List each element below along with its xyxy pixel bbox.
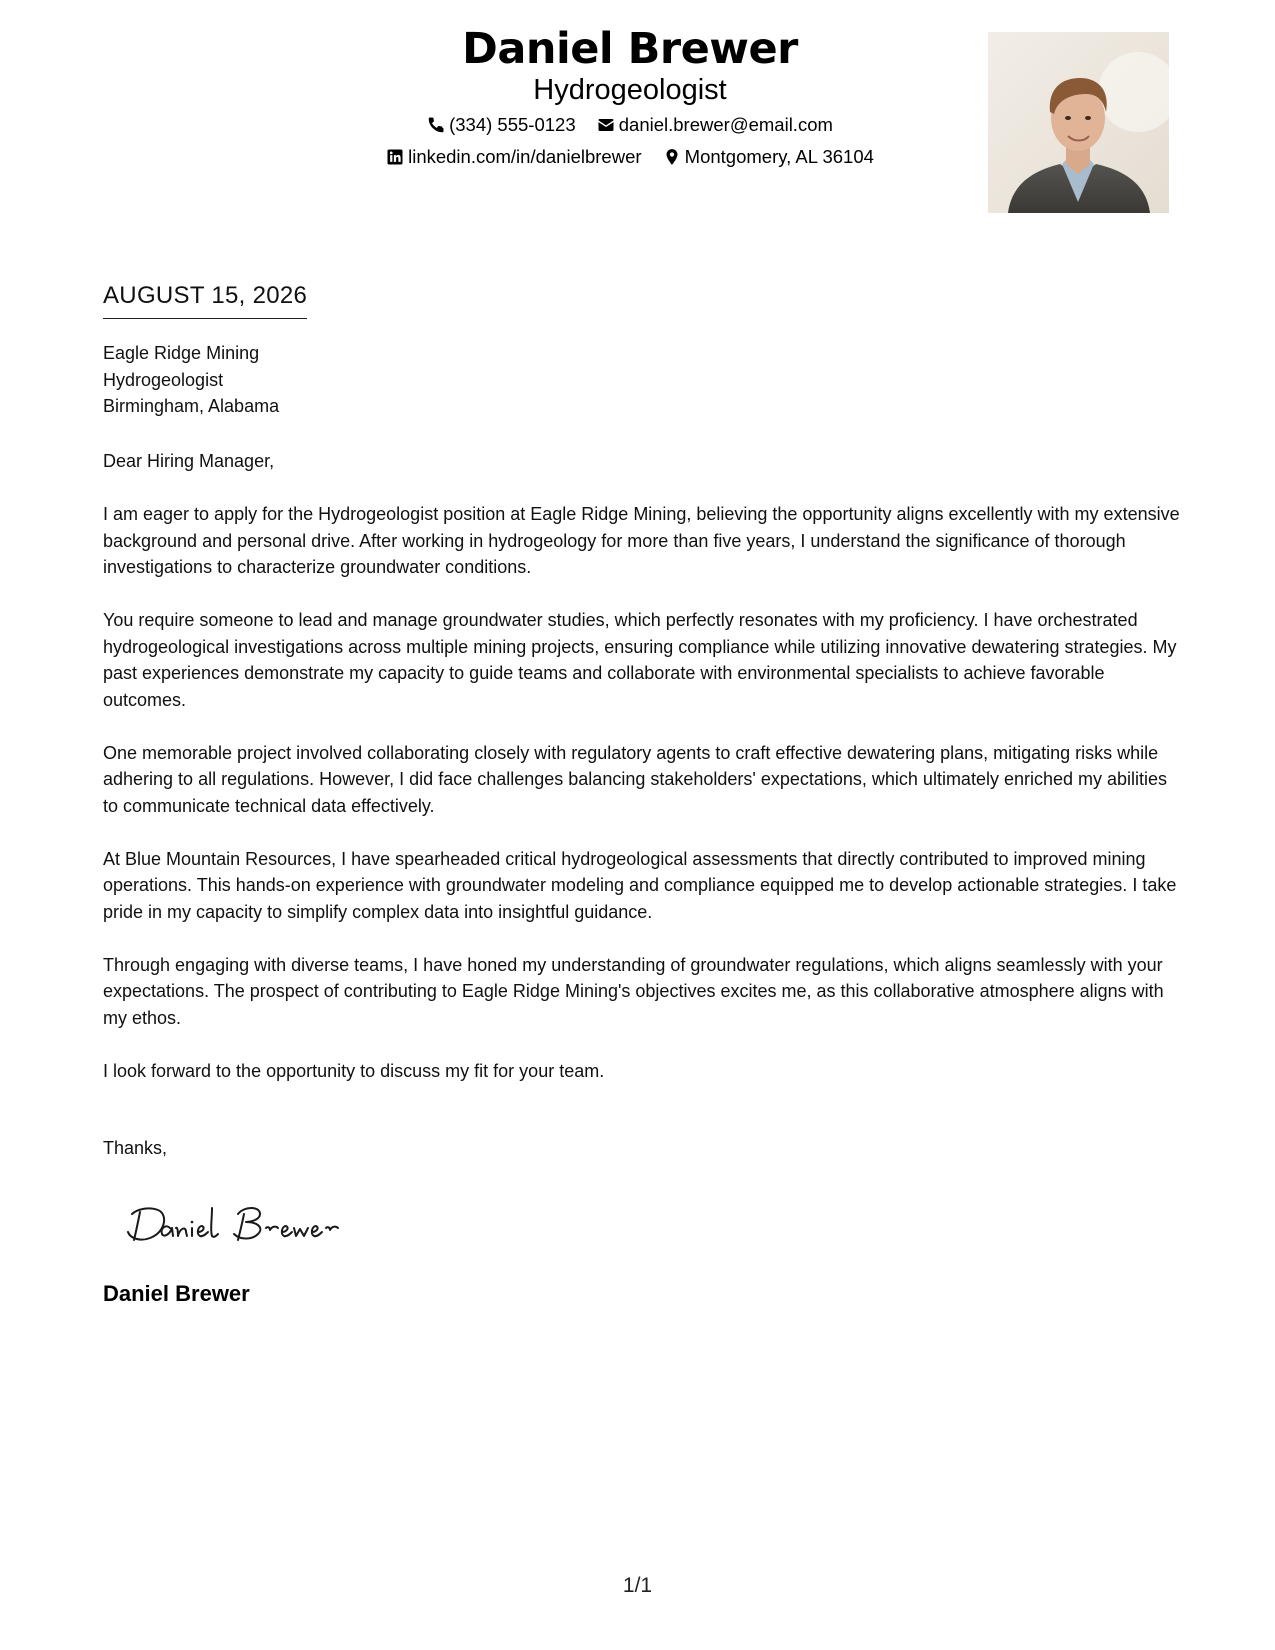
- applicant-name: Daniel Brewer: [462, 24, 798, 74]
- handwritten-signature: [118, 1192, 358, 1252]
- phone-icon: [427, 116, 445, 134]
- letter-body: [103, 448, 1183, 1111]
- contact-location: [663, 144, 874, 170]
- signer-name: Daniel Brewer: [103, 1281, 250, 1306]
- salutation: Dear Hiring Manager,: [103, 451, 275, 471]
- linkedin-text: linkedin.com/in/danielbrewer: [408, 146, 642, 167]
- profile-photo: [988, 32, 1169, 213]
- location-text: Montgomery, AL 36104: [684, 146, 874, 167]
- applicant-title: Hydrogeologist: [533, 74, 727, 106]
- contact-linkedin[interactable]: [386, 144, 641, 170]
- map-pin-icon: [663, 148, 681, 166]
- letter-header: [0, 22, 1275, 222]
- recipient-position: Hydrogeologist: [103, 369, 224, 390]
- envelope-icon: [597, 116, 615, 134]
- recipient-block: [103, 340, 279, 420]
- closing: Thanks,: [103, 1138, 168, 1158]
- letter-date: AUGUST 15, 2026: [103, 280, 307, 319]
- recipient-location: Birmingham, Alabama: [103, 396, 280, 416]
- phone-text: (334) 555-0123: [449, 114, 576, 135]
- paragraph-1: I am eager to apply for the Hydrogeologist position at Eagle Ridge Mining, believing the opportunity aligns excellently with my extensive background and personal drive. After working in hydrogeology for more than five years, I understand the significance of thorough investigations to characterize groundwater conditions.: [103, 504, 1180, 577]
- contact-phone[interactable]: [427, 112, 576, 138]
- page-number: 1/1: [622, 1574, 653, 1597]
- paragraph-4: At Blue Mountain Resources, I have spearheaded critical hydrogeological assessments that directly contributed to improved mining operations. This hands-on experience with groundwater modeling and compliance equipped me to develop actionable strategies. I take pride in my capacity to simplify complex data into insightful guidance.: [103, 848, 1177, 922]
- contact-row-1: [230, 112, 1030, 141]
- contact-email[interactable]: [597, 112, 833, 138]
- paragraph-5: Through engaging with diverse teams, I have honed my understanding of groundwater regulations, which aligns seamlessly with your expectations. The prospect of contributing to Eagle Ridge Mining's objectives excites me, as this collaborative atmosphere aligns with my ethos.: [103, 954, 1164, 1028]
- contact-row-2: [230, 144, 1030, 173]
- linkedin-icon: [386, 148, 404, 166]
- paragraph-2: You require someone to lead and manage groundwater studies, which perfectly resonates with my proficiency. I have orchestrated hydrogeological investigations across multiple mining projects, ensuring compliance while utilizing innovative dewatering strategies. My past experiences demonstrate my capacity to guide teams and collaborate with environmental specialists to achieve favorable outcomes.: [103, 610, 1177, 710]
- paragraph-3: One memorable project involved collaborating closely with regulatory agents to craft effective dewatering plans, mitigating risks while adhering to all regulations. However, I did face challenges balancing stakeholders' expectations, which ultimately enriched my abilities to communicate technical data effectively.: [103, 742, 1168, 816]
- paragraph-6: I look forward to the opportunity to discuss my fit for your team.: [103, 1060, 605, 1081]
- email-text: daniel.brewer@email.com: [618, 114, 833, 135]
- date-block: [103, 280, 307, 319]
- recipient-company: Eagle Ridge Mining: [103, 343, 260, 363]
